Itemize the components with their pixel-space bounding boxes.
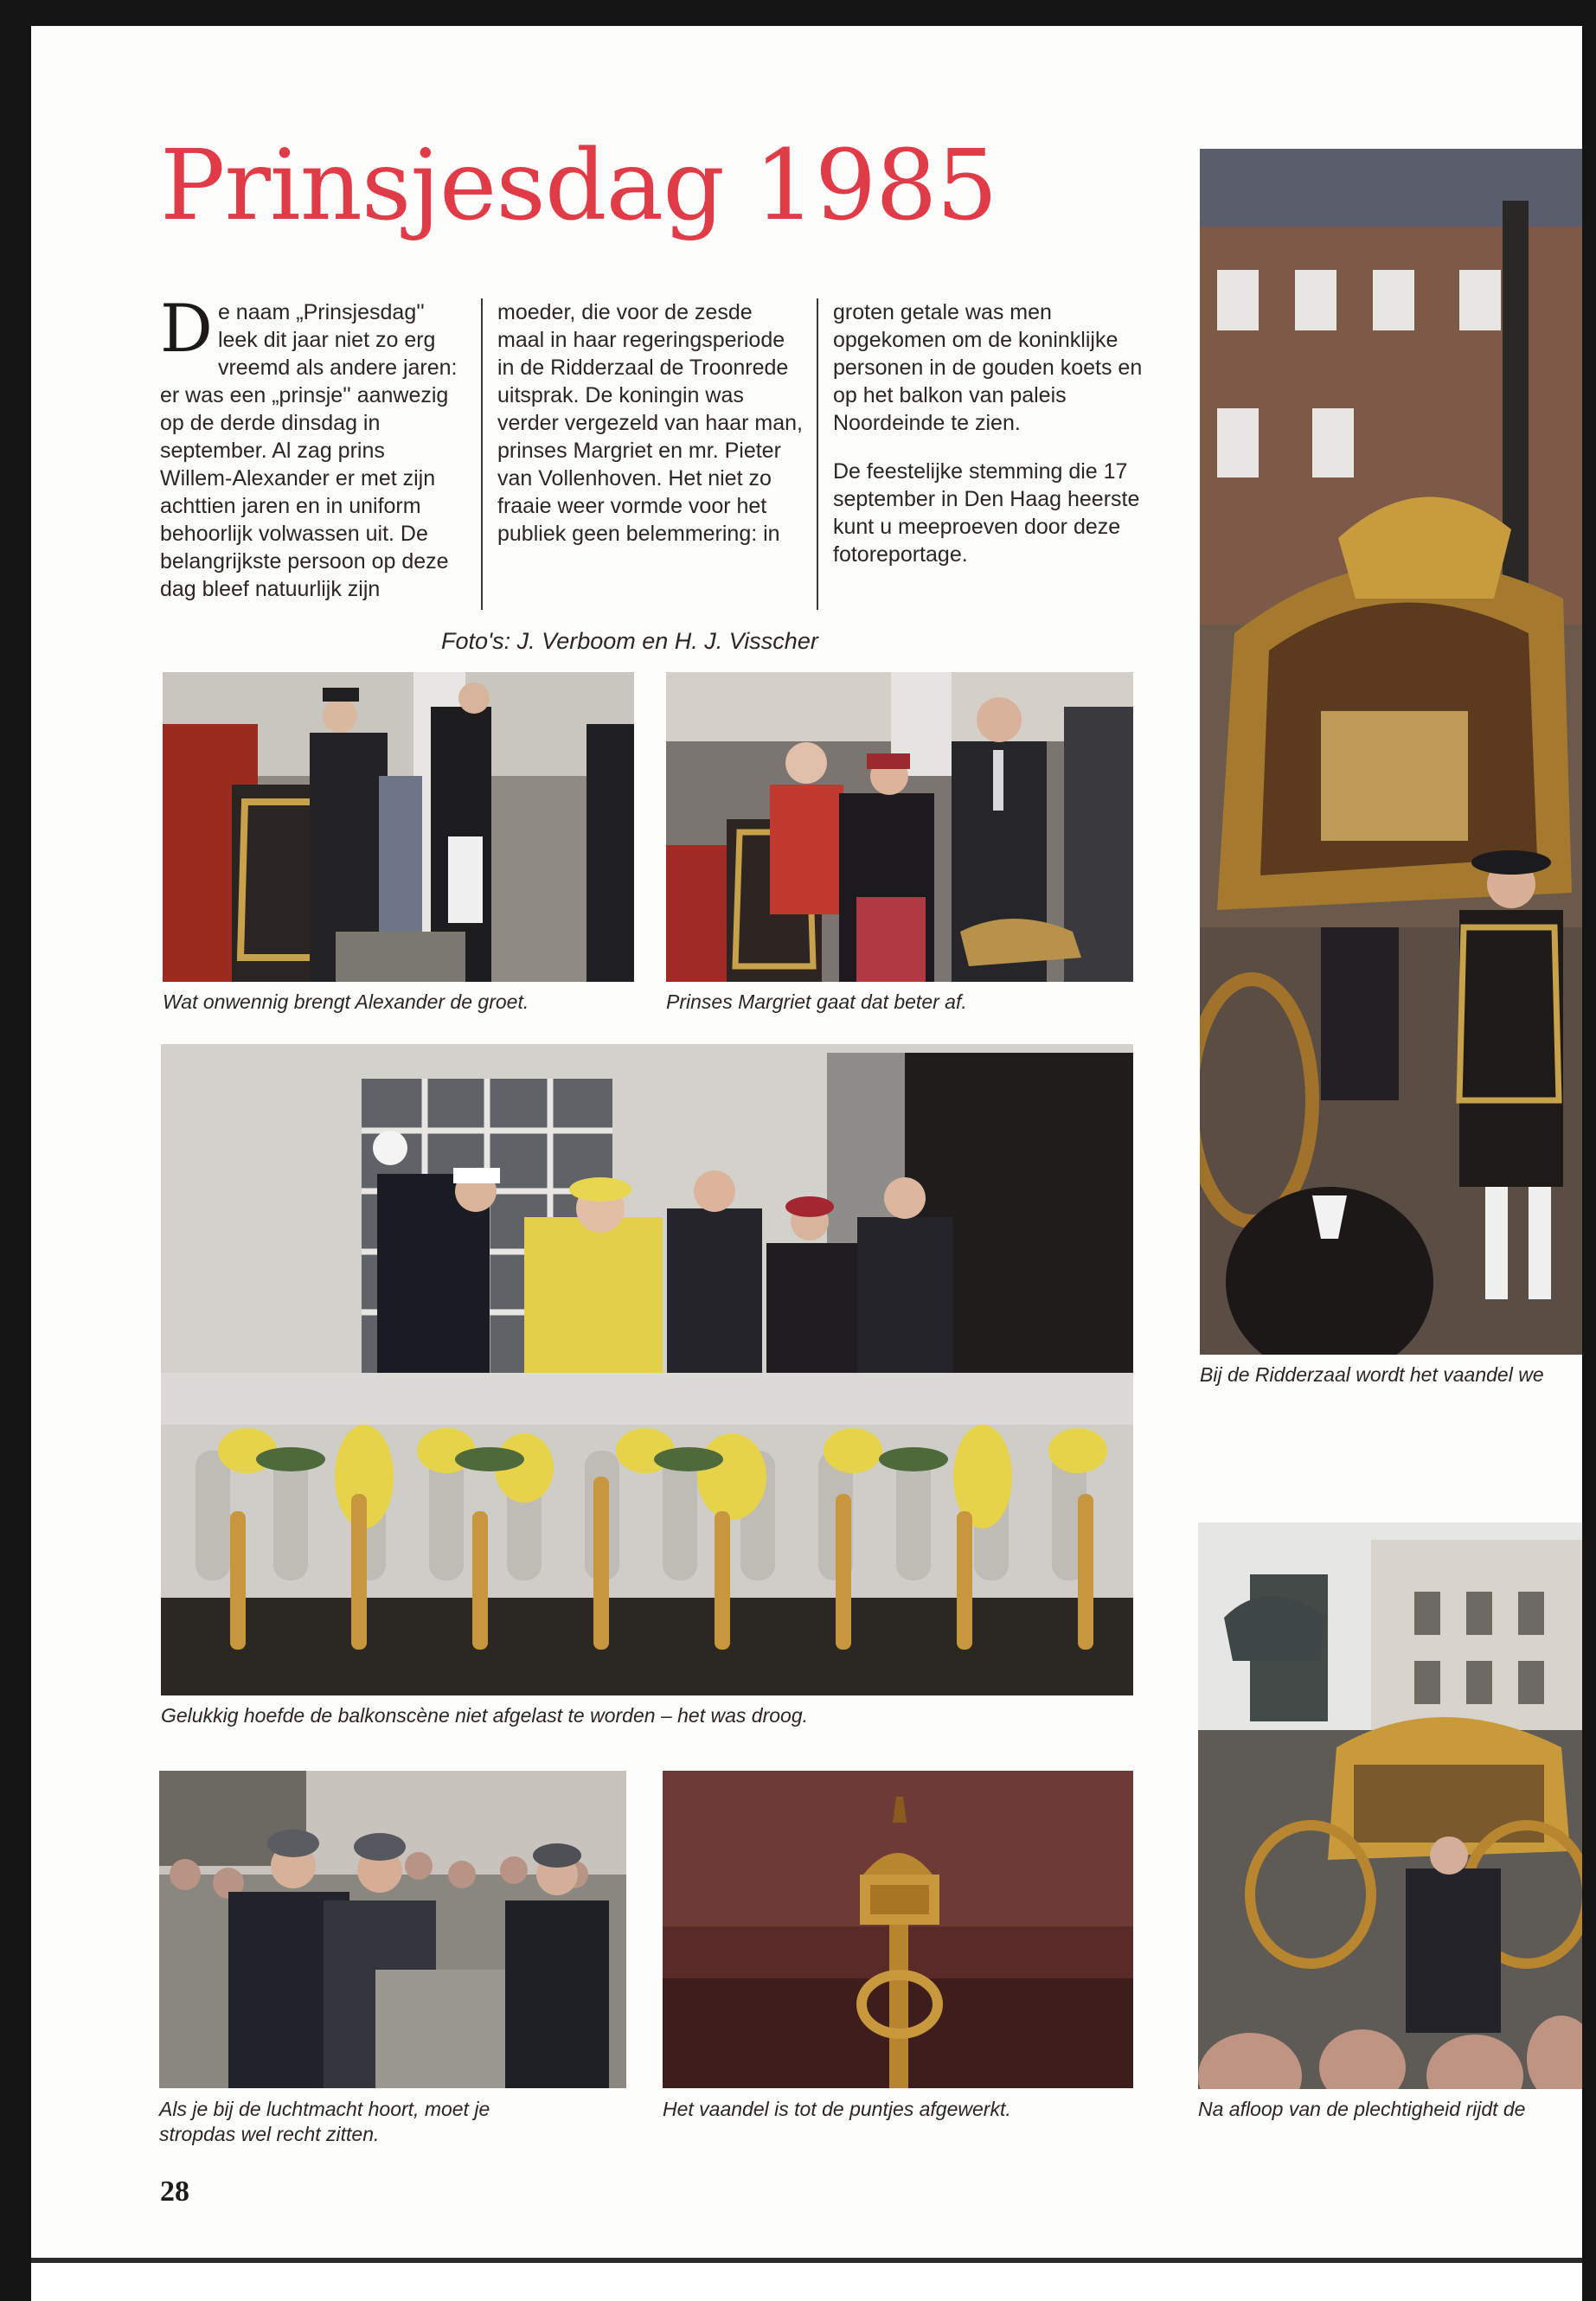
scan-border-bottom bbox=[31, 2258, 1582, 2263]
photo-vaandel-image bbox=[663, 1771, 1133, 2088]
drop-cap: D bbox=[160, 290, 213, 367]
scan-border-right bbox=[1582, 0, 1596, 2301]
caption-ridderzaal: Bij de Ridderzaal wordt het vaandel we bbox=[1200, 1363, 1544, 1386]
column-3-paragraph-2: De feestelijke stemming die 17 september in Den Haag heerste kunt u meeproeven door deze fotoreportage. bbox=[833, 459, 1140, 567]
article-title: Prinsjesdag 1985 bbox=[160, 130, 997, 242]
photo-noordeinde-coach-image bbox=[1198, 1522, 1582, 2089]
column-1-text: e naam „Prinsjesdag'' leek dit jaar niet zo erg vreemd als andere jaren: er was een „prinsje'' aanwezig op de derde dinsdag in september. Al zag prins Willem-Alexander er met zijn achttien jaren en in uniform behoorlijk volwassen uit. De belangrijkste persoon op deze dag bleef natuurlijk zijn bbox=[160, 300, 458, 601]
photo-balcony bbox=[161, 1044, 1133, 1695]
photo-noordeinde-coach bbox=[1198, 1522, 1582, 2089]
caption-vaandel: Het vaandel is tot de puntjes afgewerkt. bbox=[663, 2098, 1011, 2120]
scan-border-top bbox=[0, 0, 1596, 26]
caption-balcony: Gelukkig hoefde de balkonscène niet afgelast te worden – het was droog. bbox=[161, 1704, 808, 1727]
caption-alexander: Wat onwennig brengt Alexander de groet. bbox=[163, 990, 529, 1013]
column-divider bbox=[817, 298, 818, 610]
photo-airforce-image bbox=[159, 1771, 626, 2088]
photo-balcony-image bbox=[161, 1044, 1133, 1695]
article-column-2 bbox=[497, 298, 804, 548]
column-divider bbox=[481, 298, 483, 610]
photo-ridderzaal-coach bbox=[1200, 149, 1582, 1355]
photo-airforce bbox=[159, 1771, 626, 2088]
photo-margriet-image bbox=[666, 672, 1133, 982]
article-column-3 bbox=[833, 298, 1144, 589]
photo-alexander-salute-image bbox=[163, 672, 634, 982]
caption-airforce-line-1: Als je bij de luchtmacht hoort, moet je bbox=[159, 2098, 490, 2120]
caption-noordeinde: Na afloop van de plechtigheid rijdt de bbox=[1198, 2098, 1526, 2120]
photo-alexander-salute bbox=[163, 672, 634, 982]
photo-credit: Foto's: J. Verboom en H. J. Visscher bbox=[441, 628, 818, 654]
column-2-text: moeder, die voor de zesde maal in haar regeringsperiode in de Ridderzaal de Troonrede uitsprak. De koningin was verder vergezeld van haar man, prinses Margriet en mr. Pieter van Vollenhoven. Het niet zo fraaie weer vormde voor het publiek geen belemmering: in bbox=[497, 300, 803, 546]
scan-border-left bbox=[0, 0, 31, 2301]
column-3-paragraph-1: groten getale was men opgekomen om de koninklijke personen in de gouden koets en op het balkon van paleis Noordeinde te zien. bbox=[833, 300, 1143, 435]
caption-margriet: Prinses Margriet gaat dat beter af. bbox=[666, 990, 967, 1013]
photo-margriet bbox=[666, 672, 1133, 982]
article-column-1 bbox=[160, 290, 463, 603]
page-number: 28 bbox=[160, 2176, 189, 2208]
caption-airforce-line-2: stropdas wel recht zitten. bbox=[159, 2123, 380, 2145]
photo-vaandel bbox=[663, 1771, 1133, 2088]
photo-ridderzaal-coach-image bbox=[1200, 149, 1582, 1355]
